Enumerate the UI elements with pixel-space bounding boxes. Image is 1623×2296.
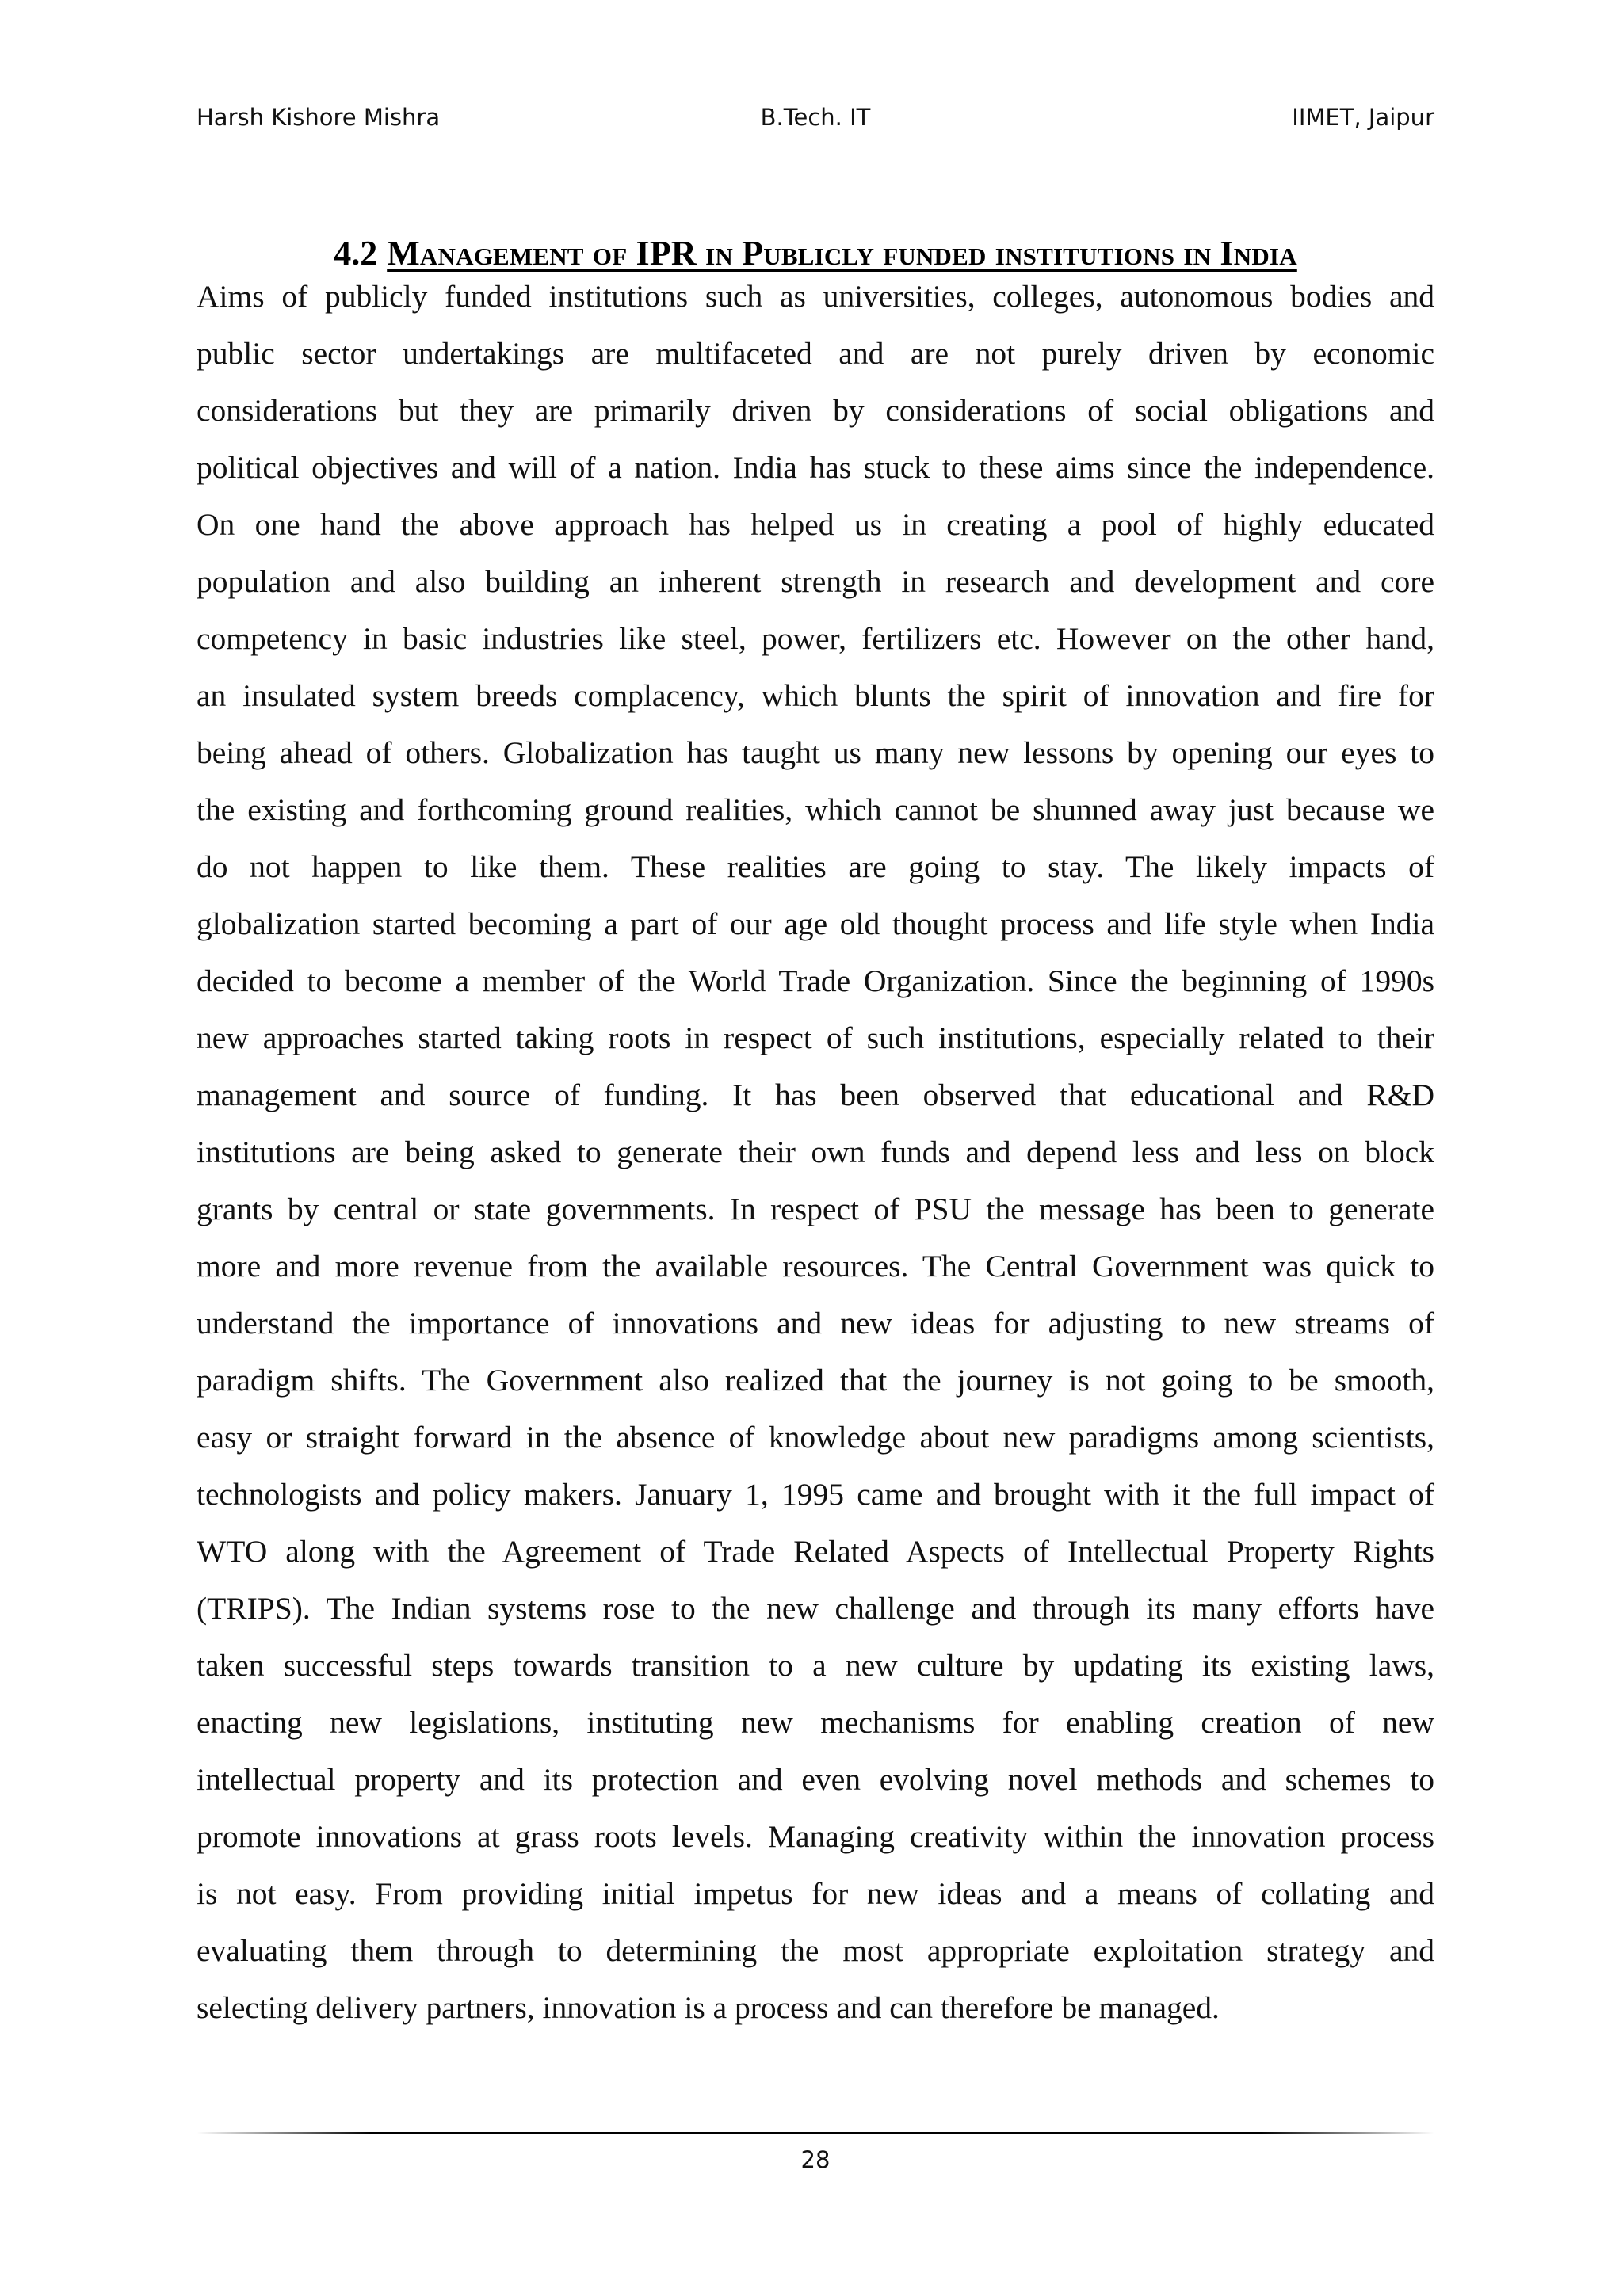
body-paragraph	[197, 268, 1434, 2036]
body-text-line: Aims of publicly funded institutions such as universities, colleges, autonomous bodies and	[197, 279, 1434, 314]
running-header	[197, 98, 1434, 136]
body-text-line: taken successful steps towards transition to a new culture by updating its existing laws,	[197, 1648, 1434, 1683]
body-text-line: grants by central or state governments. In respect of PSU the message has been to generate	[197, 1192, 1434, 1226]
footer-divider	[197, 2132, 1434, 2134]
body-text-line: being ahead of others. Globalization has taught us many new lessons by opening our eyes to	[197, 735, 1434, 770]
header-institute: IIMET, Jaipur	[1292, 104, 1434, 131]
body-text-line: intellectual property and its protection and even evolving novel methods and schemes to	[197, 1762, 1434, 1797]
body-text-line: selecting delivery partners, innovation is a process and can therefore be managed.	[197, 1990, 1220, 2025]
body-text-line: (TRIPS). The Indian systems rose to the new challenge and through its many efforts have	[197, 1591, 1434, 1626]
body-text-line: do not happen to like them. These realities are going to stay. The likely impacts of	[197, 849, 1434, 884]
body-text-line: On one hand the above approach has helped us in creating a pool of highly educated	[197, 507, 1434, 542]
body-text-line: is not easy. From providing initial impetus for new ideas and a means of collating and	[197, 1876, 1434, 1911]
body-text-line: competency in basic industries like steel, power, fertilizers etc. However on the other hand,	[197, 621, 1434, 656]
body-text-line: decided to become a member of the World Trade Organization. Since the beginning of 1990s	[197, 963, 1434, 998]
body-text-line: institutions are being asked to generate their own funds and depend less and less on block	[197, 1135, 1434, 1169]
body-text-line: more and more revenue from the available resources. The Central Government was quick to	[197, 1249, 1434, 1283]
body-text-line: population and also building an inherent strength in research and development and core	[197, 564, 1434, 599]
body-text-line: promote innovations at grass roots levels. Managing creativity within the innovation process	[197, 1819, 1434, 1854]
section-number: 4.2	[334, 233, 378, 273]
header-author: Harsh Kishore Mishra	[197, 104, 441, 131]
body-text-line: technologists and policy makers. January 1, 1995 came and brought with it the full impact of	[197, 1477, 1434, 1512]
body-text-line: considerations but they are primarily driven by considerations of social obligations and	[197, 393, 1434, 428]
body-text-line: understand the importance of innovations and new ideas for adjusting to new streams of	[197, 1306, 1434, 1341]
body-text-line: evaluating them through to determining the most appropriate exploitation strategy and	[197, 1933, 1434, 1968]
body-text-line: paradigm shifts. The Government also realized that the journey is not going to be smooth,	[197, 1363, 1434, 1398]
body-text-line: the existing and forthcoming ground realities, which cannot be shunned away just because we	[197, 792, 1434, 827]
body-text-line: enacting new legislations, instituting new mechanisms for enabling creation of new	[197, 1705, 1434, 1740]
body-text-line: an insulated system breeds complacency, which blunts the spirit of innovation and fire for	[197, 678, 1434, 713]
body-text-line: globalization started becoming a part of our age old thought process and life style when India	[197, 906, 1434, 941]
body-text-line: easy or straight forward in the absence of knowledge about new paradigms among scientists,	[197, 1420, 1434, 1455]
body-text-line: new approaches started taking roots in respect of such institutions, especially related to their	[197, 1020, 1434, 1055]
body-text-line: political objectives and will of a nation. India has stuck to these aims since the independence.	[197, 450, 1434, 485]
body-text-line: WTO along with the Agreement of Trade Related Aspects of Intellectual Property Rights	[197, 1534, 1434, 1569]
header-program: B.Tech. IT	[760, 104, 871, 131]
section-title: Management of IPR in Publicly funded institutions in India	[387, 233, 1297, 273]
body-text-line: public sector undertakings are multifaceted and are not purely driven by economic	[197, 336, 1434, 371]
body-text-line: management and source of funding. It has been observed that educational and R&D	[197, 1077, 1434, 1112]
page-number: 28	[800, 2146, 831, 2173]
